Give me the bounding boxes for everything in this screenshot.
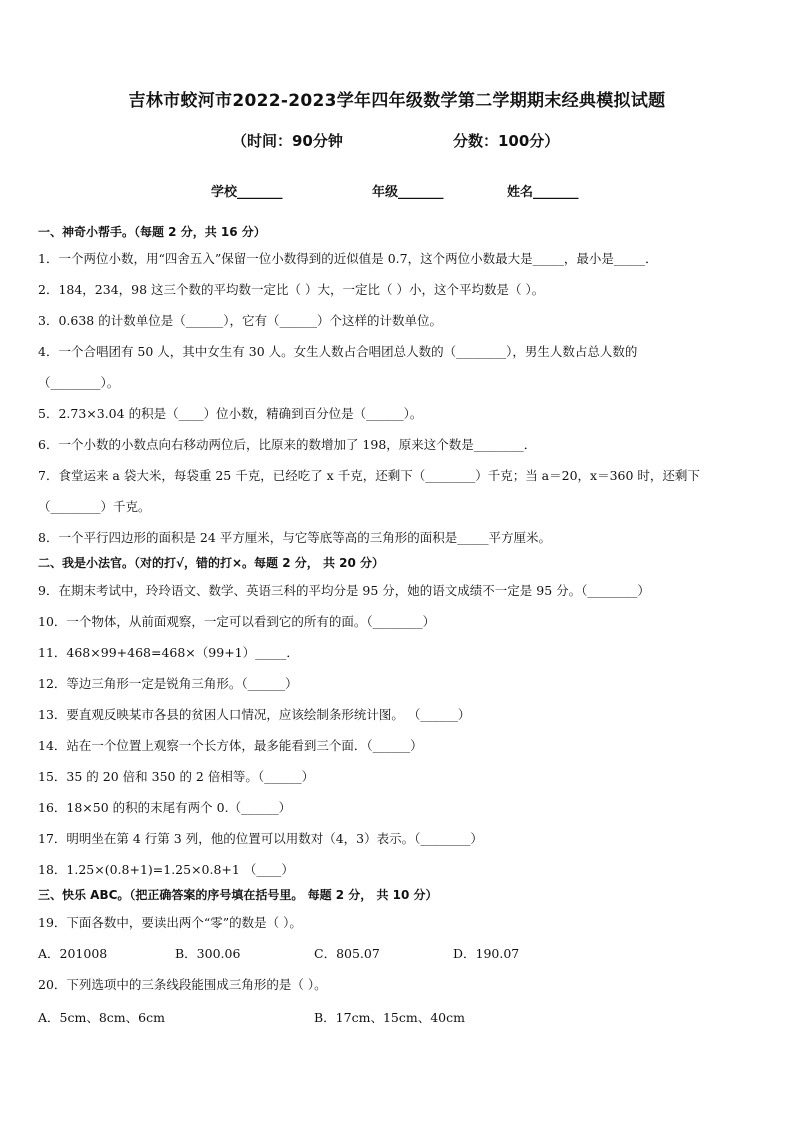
name-field: 姓名_______ [507,185,579,200]
exam-title: 吉林市蛟河市2022-2023学年四年级数学第二学期期末经典模拟试题 [128,91,666,111]
exam-score: 分数：100分） [453,132,560,150]
school-field: 学校_______ [211,185,283,200]
question-15: 15．35 的 20 倍和 350 的 2 倍相等。（______） [38,769,315,784]
question-19: 19．下面各数中，要读出两个“零”的数是（ ）。 [38,915,302,930]
section-heading-1: 一、神奇小帮手。（每题 2 分，共 16 分） [38,225,266,239]
option-20-b: B．17cm、15cm、40cm [314,1010,465,1025]
section-heading-2: 二、我是小法官。（对的打√，错的打×。每题 2 分， 共 20 分） [38,556,384,570]
question-1: 1．一个两位小数，用“四舍五入”保留一位小数得到的近似值是 0.7，这个两位小数最大是_____，最小是_____． [38,251,658,266]
question-14: 14．站在一个位置上观察一个长方体，最多能看到三个面．（______） [38,738,423,753]
option-19-b: B．300.06 [175,946,241,961]
question-10: 10．一个物体，从前面观察，一定可以看到它的所有的面。（________） [38,614,436,629]
question-11: 11．468×99+468=468×（99+1）_____． [38,645,299,660]
question-18: 18．1.25×(0.8+1)=1.25×0.8+1 （____） [38,862,294,877]
question-16: 16．18×50 的积的末尾有两个 0.（______） [38,800,292,815]
option-19-d: D．190.07 [453,946,520,961]
question-6: 6．一个小数的小数点向右移动两位后，比原来的数增加了 198，原来这个数是________． [38,437,537,452]
grade-field: 年级_______ [372,185,444,200]
option-20-a: A．5cm、8cm、6cm [38,1010,165,1025]
question-7-line-1: 7．食堂运来 a 袋大米，每袋重 25 千克，已经吃了 x 千克，还剩下（________）千克；当 a＝20，x＝360 时，还剩下 [38,468,700,483]
option-19-c: C．805.07 [314,946,380,961]
question-20: 20．下列选项中的三条线段能围成三角形的是（ ）。 [38,977,327,992]
question-4-line-2: （________）。 [38,375,120,390]
question-13: 13．要直观反映某市各县的贫困人口情况，应该绘制条形统计图。 （______） [38,707,471,722]
question-7-line-2: （________）千克。 [38,499,151,514]
question-5: 5．2.73×3.04 的积是（____）位小数，精确到百分位是（______）。 [38,406,423,421]
option-19-a: A．201008 [38,946,108,961]
question-9: 9．在期末考试中，玲玲语文、数学、英语三科的平均分是 95 分，她的语文成绩不一定是 95 分。（________） [38,583,650,598]
section-heading-3: 三、快乐 ABC。（把正确答案的序号填在括号里。 每题 2 分， 共 10 分） [38,888,438,902]
question-4-line-1: 4．一个合唱团有 50 人，其中女生有 30 人。女生人数占合唱团总人数的（________），男生人数占总人数的 [38,344,638,359]
question-8: 8．一个平行四边形的面积是 24 平方厘米，与它等底等高的三角形的面积是_____平方厘米。 [38,530,552,545]
question-2: 2．184，234，98 这三个数的平均数一定比（ ）大，一定比（ ）小，这个平均数是（ ）。 [38,282,545,297]
exam-time: （时间：90分钟 [232,132,343,150]
question-3: 3．0.638 的计数单位是（______），它有（______）个这样的计数单位。 [38,313,442,328]
question-12: 12．等边三角形一定是锐角三角形。（______） [38,676,298,691]
question-17: 17．明明坐在第 4 行第 3 列，他的位置可以用数对（4，3）表示。（________） [38,831,483,846]
